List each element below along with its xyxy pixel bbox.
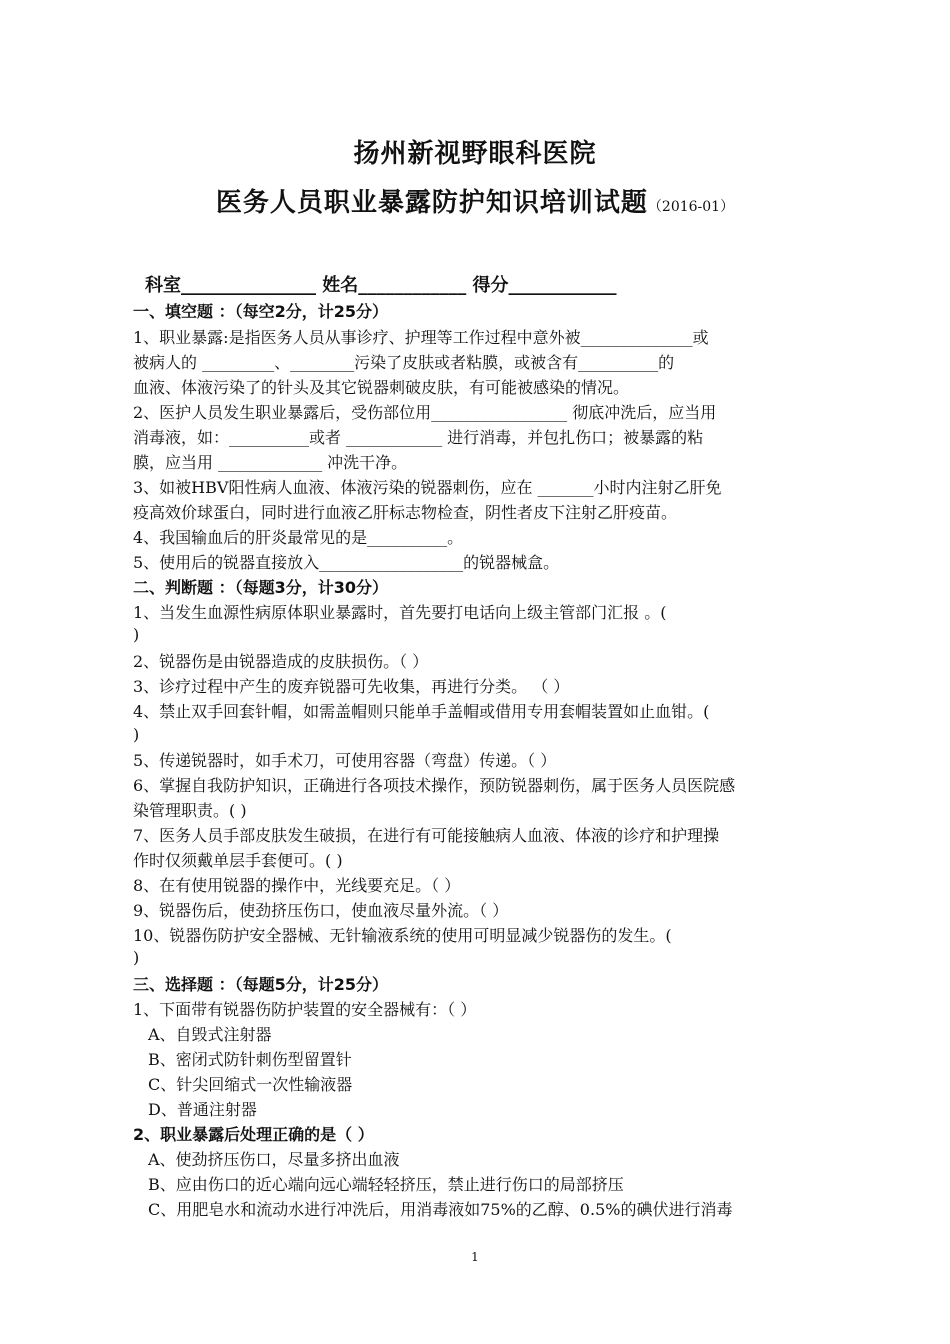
- hospital-title: 扬州新视野眼科医院: [353, 139, 597, 169]
- text-line: ): [133, 625, 140, 644]
- section-header: 三、选择题 ：（每题5分，计25分）: [133, 975, 388, 994]
- text-line: 1、职业暴露:是指医务人员从事诊疗、护理等工作过程中意外被______________或: [133, 328, 709, 347]
- exam-title-date: （2016-01）: [647, 199, 735, 215]
- section-header: 二、判断题 ：（每题3分，计30分）: [133, 578, 388, 597]
- option-line: B、应由伤口的近心端向远心端轻轻挤压，禁止进行伤口的局部挤压: [148, 1175, 624, 1194]
- text-line: 10、锐器伤防护安全器械、无针输液系统的使用可明显减少锐器伤的发生。(: [133, 926, 672, 945]
- option-line: B、密闭式防针刺伤型留置针: [148, 1050, 352, 1069]
- text-line: 8、在有使用锐器的操作中，光线要充足。（ ）: [133, 876, 461, 895]
- text-line: 7、医务人员手部皮肤发生破损，在进行有可能接触病人血液、体液的诊疗和护理操: [133, 826, 720, 845]
- option-line: C、用肥皂水和流动水进行冲洗后，用消毒液如75%的乙醇、0.5%的碘伏进行消毒: [148, 1200, 733, 1219]
- text-line: 3、如被HBV阳性病人血液、体液污染的锐器刺伤，应在 _______小时内注射乙肝免: [133, 478, 722, 497]
- page-number: 1: [471, 1250, 479, 1264]
- text-line: 4、禁止双手回套针帽，如需盖帽则只能单手盖帽或借用专用套帽装置如止血钳。(: [133, 702, 710, 721]
- text-line: ): [133, 725, 140, 744]
- text-line: 消毒液，如：__________或者 ____________ 进行消毒，并包扎伤口；被暴露的粘: [133, 428, 704, 447]
- text-line: 被病人的 _________、________污染了皮肤或者粘膜，或被含有__________的: [133, 353, 675, 372]
- text-line: 2、锐器伤是由锐器造成的皮肤损伤。（ ）: [133, 652, 429, 671]
- question-line: 2、职业暴露后处理正确的是（ ）: [133, 1125, 374, 1144]
- text-line: 5、传递锐器时，如手术刀，可使用容器（弯盘）传递。（ ）: [133, 751, 557, 770]
- text-line: 作时仅须戴单层手套便可。( ): [133, 851, 343, 870]
- text-line: 1、当发生血源性病原体职业暴露时，首先要打电话向上级主管部门汇报 。(: [133, 603, 667, 622]
- text-line: 染管理职责。( ): [133, 801, 247, 820]
- text-line: 疫高效价球蛋白，同时进行血液乙肝标志物检查，阴性者皮下注射乙肝疫苗。: [133, 503, 678, 522]
- text-line: 6、掌握自我防护知识，正确进行各项技术操作，预防锐器刺伤，属于医务人员医院感: [133, 776, 736, 795]
- exam-title-main: 医务人员职业暴露防护知识培训试题: [215, 188, 648, 218]
- text-line: 9、锐器伤后，使劲挤压伤口，使血液尽量外流。（ ）: [133, 901, 509, 920]
- option-line: C、针尖回缩式一次性输液器: [148, 1075, 353, 1094]
- info-line: 科室_______________ 姓名____________ 得分____________: [145, 275, 617, 296]
- text-line: 2、医护人员发生职业暴露后，受伤部位用_________________ 彻底冲洗后，应当用: [133, 403, 717, 422]
- text-line: 血液、体液污染了的针头及其它锐器刺破皮肤，有可能被感染的情况。: [133, 378, 630, 397]
- text-line: 3、诊疗过程中产生的废弃锐器可先收集，再进行分类。 （ ）: [133, 677, 570, 696]
- text-line: 膜，应当用 _____________ 冲洗干净。: [133, 453, 408, 472]
- option-line: A、自毁式注射器: [148, 1025, 272, 1044]
- option-line: D、普通注射器: [148, 1100, 257, 1119]
- option-line: A、使劲挤压伤口，尽量多挤出血液: [148, 1150, 400, 1169]
- exam-title: [0, 182, 950, 219]
- section-header: 一、填空题 ：（每空2分，计25分）: [133, 302, 388, 321]
- text-line: ): [133, 948, 140, 967]
- text-line: 5、使用后的锐器直接放入__________________的锐器械盒。: [133, 553, 560, 572]
- text-line: 4、我国输血后的肝炎最常见的是__________。: [133, 528, 464, 547]
- text-line: 1、下面带有锐器伤防护装置的安全器械有：（ ）: [133, 1000, 477, 1019]
